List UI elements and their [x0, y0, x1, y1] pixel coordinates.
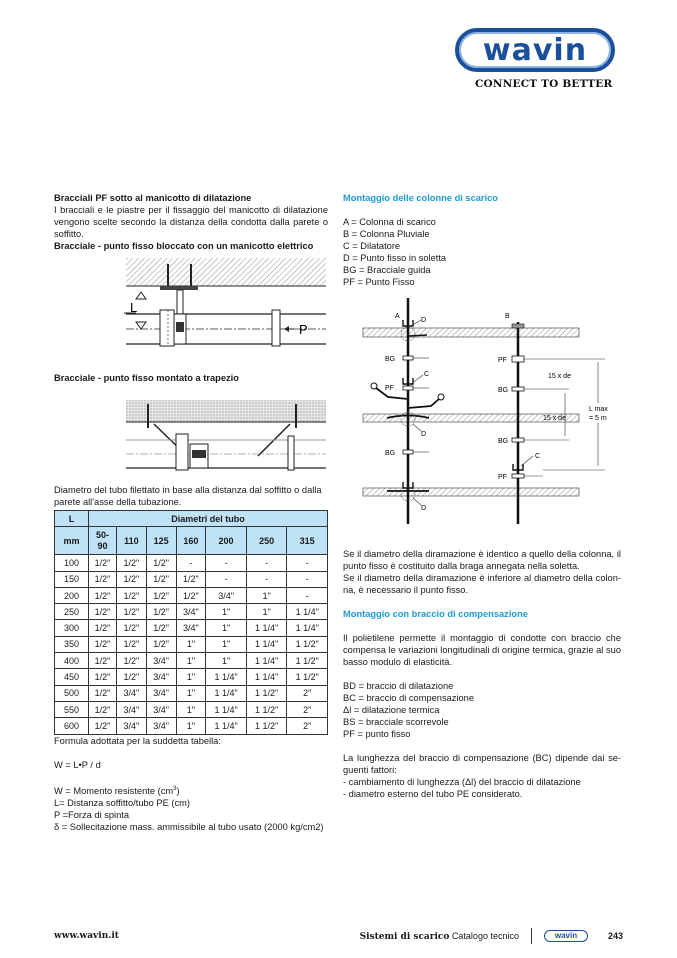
- label-lmax: L max: [589, 406, 608, 413]
- table-row: [55, 604, 328, 620]
- legend-w-suffix: ): [176, 785, 180, 796]
- diagram-trapeze-clamp: [54, 384, 328, 474]
- label-BG: BG: [385, 356, 396, 363]
- label-PF: PF: [385, 385, 394, 392]
- cell-diameter: -: [206, 555, 247, 571]
- cell-diameter: 1/2": [89, 620, 117, 636]
- th-250: 250: [246, 527, 287, 555]
- cell-diameter: 1 1/4": [246, 636, 287, 652]
- cell-diameter: 2": [287, 701, 328, 717]
- wavin-logo-pill: [455, 28, 615, 72]
- footer-wavin-logo: wavin: [544, 930, 588, 942]
- cell-distance: 400: [55, 653, 89, 669]
- thread-diameter-table: [54, 510, 328, 735]
- table-body: [55, 555, 328, 734]
- cell-distance: 500: [55, 685, 89, 701]
- cell-diameter: 1": [176, 718, 206, 734]
- cell-diameter: 3/4": [146, 653, 176, 669]
- bullet-item: - cambiamento di lunghezza (Δl) del braccio di dilatazione: [343, 777, 581, 787]
- cell-diameter: 1/2": [89, 587, 117, 603]
- cell-diameter: 1/2": [117, 669, 147, 685]
- footer-divider: [531, 928, 532, 944]
- label-BG: BG: [498, 387, 509, 394]
- cell-diameter: 1 1/4": [246, 620, 287, 636]
- cell-diameter: 3/4": [176, 604, 206, 620]
- cell-diameter: 1": [176, 685, 206, 701]
- footer-right: [360, 928, 623, 944]
- table-row: [55, 701, 328, 717]
- cell-diameter: 1 1/2": [287, 636, 328, 652]
- left-column: [54, 192, 328, 833]
- cell-diameter: 1 1/4": [206, 718, 247, 734]
- label-5m: = 5 m: [589, 415, 607, 422]
- figure-title-trapezio: Bracciale - punto fisso montato a trapezio: [54, 373, 239, 383]
- bullet-item: - diametro esterno del tubo PE considerato.: [343, 789, 523, 799]
- cell-distance: 250: [55, 604, 89, 620]
- label-PF: PF: [498, 357, 507, 364]
- legend2-item: Δl = dilatazione termica: [343, 705, 440, 715]
- cell-diameter: 1/2": [146, 620, 176, 636]
- table-row: [55, 653, 328, 669]
- figure-title-elettrico: Bracciale - punto fisso bloccato con un manicotto elettrico: [54, 241, 314, 251]
- cell-distance: 450: [55, 669, 89, 685]
- cell-diameter: 1": [246, 587, 287, 603]
- th-mm: mm: [55, 527, 89, 555]
- para-smaller-diameter: Se il diametro della diramazione è inferiore al diametro della colon-na, è necessario il punto fisso.: [343, 573, 621, 595]
- cell-diameter: 1": [176, 669, 206, 685]
- label-15xde: 15 x de: [543, 415, 566, 422]
- label-C: C: [535, 453, 541, 460]
- table-row: [55, 685, 328, 701]
- cell-diameter: -: [176, 555, 206, 571]
- cell-diameter: 1": [206, 620, 247, 636]
- cell-diameter: 1/2": [117, 653, 147, 669]
- cell-distance: 150: [55, 571, 89, 587]
- formula-intro: Formula adottata per la suddetta tabella:: [54, 735, 221, 746]
- th-L: L: [55, 511, 89, 527]
- cell-diameter: -: [287, 587, 328, 603]
- cell-diameter: 3/4": [117, 701, 147, 717]
- table-row: [55, 571, 328, 587]
- footer-catalog-rest: Catalogo tecnico: [451, 930, 519, 941]
- label-D: D: [421, 505, 427, 512]
- cell-diameter: 1/2": [146, 636, 176, 652]
- figure-fixed-point-trapeze: [54, 384, 328, 474]
- right-column: [343, 192, 621, 800]
- cell-diameter: 1 1/2": [287, 653, 328, 669]
- th-200: 200: [206, 527, 247, 555]
- cell-diameter: -: [246, 555, 287, 571]
- cell-diameter: 1": [206, 604, 247, 620]
- legend-item: A = Colonna di scarico: [343, 217, 436, 227]
- cell-diameter: 1/2": [117, 636, 147, 652]
- cell-diameter: 3/4": [117, 685, 147, 701]
- cell-diameter: 3/4": [176, 620, 206, 636]
- legend-item: D = Punto fisso in soletta: [343, 253, 447, 263]
- cell-diameter: 1/2": [146, 555, 176, 571]
- cell-diameter: -: [287, 555, 328, 571]
- logo-wordmark: wavin: [482, 33, 588, 68]
- cell-diameter: 1/2": [117, 620, 147, 636]
- cell-diameter: 1/2": [89, 555, 117, 571]
- cell-diameter: 1 1/4": [206, 685, 247, 701]
- legend-list: [343, 216, 621, 288]
- cell-diameter: 1": [176, 701, 206, 717]
- cell-diameter: 1 1/4": [206, 701, 247, 717]
- cell-diameter: 3/4": [146, 718, 176, 734]
- legend2-item: PF = punto fisso: [343, 729, 411, 739]
- para-polietilene: Il polietilene permette il montaggio di condotte con braccio che compensa le variazioni longitudinali di origine termica, grazie al suo basso modulo di elasticità.: [343, 633, 621, 667]
- tagline: CONNECT TO BETTER: [475, 78, 613, 90]
- cell-diameter: 1 1/4": [246, 669, 287, 685]
- legend-p: P =Forza di spinta: [54, 809, 130, 820]
- legend2-item: BD = braccio di dilatazione: [343, 681, 454, 691]
- section-title-bracciali-pf: Bracciali PF sotto al manicotto di dilatazione: [54, 193, 252, 203]
- cell-diameter: 1/2": [89, 718, 117, 734]
- cell-diameter: 3/4": [146, 701, 176, 717]
- table-row: [55, 636, 328, 652]
- legend2-item: BS = bracciale scorrevole: [343, 717, 449, 727]
- legend-item: B = Colonna Pluviale: [343, 229, 430, 239]
- cell-distance: 300: [55, 620, 89, 636]
- footer-url[interactable]: www.wavin.it: [54, 931, 119, 941]
- table-row: [55, 620, 328, 636]
- para-same-diameter: Se il diametro della diramazione è identico a quello della colonna, il punto fisso è costituito dalla braga annegata nella soletta.: [343, 549, 621, 571]
- para-lunghezza: La lunghezza del braccio di compensazione (BC) dipende dai se-guenti fattori:: [343, 753, 621, 775]
- label-PF: PF: [498, 474, 507, 481]
- footer-catalog: [360, 931, 519, 942]
- th-110: 110: [117, 527, 147, 555]
- cell-diameter: 1/2": [146, 571, 176, 587]
- cell-distance: 350: [55, 636, 89, 652]
- cell-diameter: 2": [287, 718, 328, 734]
- cell-diameter: 1/2": [117, 571, 147, 587]
- table-row: [55, 669, 328, 685]
- label-B: B: [505, 313, 510, 320]
- cell-diameter: 1/2": [176, 587, 206, 603]
- cell-diameter: -: [287, 571, 328, 587]
- page-number: 243: [607, 931, 623, 941]
- cell-diameter: 1 1/4": [287, 620, 328, 636]
- cell-diameter: 1/2": [89, 636, 117, 652]
- legend-l: L= Distanza soffitto/tubo PE (cm): [54, 797, 190, 808]
- table-row: [55, 587, 328, 603]
- cell-diameter: 1/2": [89, 604, 117, 620]
- cell-distance: 600: [55, 718, 89, 734]
- cell-diameter: 3/4": [146, 669, 176, 685]
- cell-diameter: 1": [176, 653, 206, 669]
- figure-drain-columns: [343, 298, 621, 542]
- th-diametri: Diametri del tubo: [89, 511, 328, 527]
- cell-diameter: 1 1/4": [246, 653, 287, 669]
- cell-diameter: 1/2": [146, 587, 176, 603]
- table-row: [55, 718, 328, 734]
- cell-diameter: -: [206, 571, 247, 587]
- legend2-item: BC = braccio di compensazione: [343, 693, 475, 703]
- section-title-compensazione: Montaggio con braccio di compensazione: [343, 609, 528, 619]
- diagram-columns-a-b: [343, 298, 621, 542]
- cell-diameter: 1 1/2": [246, 718, 287, 734]
- cell-diameter: 3/4": [146, 685, 176, 701]
- table-row: [55, 555, 328, 571]
- legend-w: [54, 783, 328, 797]
- th-315: 315: [287, 527, 328, 555]
- page-footer: [54, 931, 623, 945]
- figure-fixed-point-electrofusion: [54, 252, 328, 364]
- legend-item: PF = Punto Fisso: [343, 277, 415, 287]
- legend-item: C = Dilatatore: [343, 241, 401, 251]
- label-A: A: [395, 313, 400, 320]
- label-L: L: [130, 300, 138, 315]
- legend-delta: δ = Sollecitazione mass. ammissibile al tubo usato (2000 kg/cm2): [54, 821, 324, 832]
- footer-catalog-bold: Sistemi di scarico: [359, 931, 450, 942]
- cell-diameter: 1": [206, 636, 247, 652]
- cell-diameter: 1/2": [89, 653, 117, 669]
- cell-diameter: 1 1/4": [287, 604, 328, 620]
- label-BG: BG: [385, 450, 396, 457]
- cell-distance: 550: [55, 701, 89, 717]
- cell-diameter: 3/4": [117, 718, 147, 734]
- th-125: 125: [146, 527, 176, 555]
- cell-diameter: 1 1/2": [246, 685, 287, 701]
- cell-distance: 200: [55, 587, 89, 603]
- label-BG: BG: [498, 438, 509, 445]
- legend-item: BG = Bracciale guida: [343, 265, 431, 275]
- cell-diameter: 1/2": [117, 604, 147, 620]
- legend2-list: [343, 680, 621, 740]
- label-P: P: [299, 322, 308, 337]
- brand-logo: [455, 28, 620, 90]
- th-160: 160: [176, 527, 206, 555]
- section-title-colonne: Montaggio delle colonne di scarico: [343, 193, 498, 203]
- cell-diameter: 1": [176, 636, 206, 652]
- cell-diameter: 1/2": [117, 555, 147, 571]
- cell-diameter: 1/2": [146, 604, 176, 620]
- cell-diameter: 1 1/4": [206, 669, 247, 685]
- label-D: D: [421, 431, 427, 438]
- cell-diameter: -: [246, 571, 287, 587]
- cell-diameter: 3/4": [206, 587, 247, 603]
- cell-diameter: 1/2": [176, 571, 206, 587]
- legend-w-text: W = Momento resistente (cm: [54, 785, 174, 796]
- cell-diameter: 1/2": [89, 669, 117, 685]
- cell-diameter: 2": [287, 685, 328, 701]
- label-C: C: [424, 371, 430, 378]
- cell-diameter: 1 1/2": [246, 701, 287, 717]
- diagram-clamp-electric-coupling: [54, 252, 328, 364]
- cell-diameter: 1": [206, 653, 247, 669]
- cell-distance: 100: [55, 555, 89, 571]
- th-50-90: 50-90: [89, 527, 117, 555]
- cell-diameter: 1/2": [89, 685, 117, 701]
- cell-diameter: 1/2": [89, 571, 117, 587]
- cell-diameter: 1 1/2": [287, 669, 328, 685]
- formula: W = L•P / d: [54, 759, 101, 770]
- cell-diameter: 1/2": [89, 701, 117, 717]
- legend-w-sup: 3: [173, 785, 177, 792]
- cell-diameter: 1": [246, 604, 287, 620]
- cell-diameter: 1/2": [117, 587, 147, 603]
- table-intro: Diametro del tubo filettato in base alla distanza dal soffitto o dalla parete all'asse della tubazione.: [54, 485, 322, 507]
- label-15xde: 15 x de: [548, 373, 571, 380]
- section-body-bracciali: I bracciali e le piastre per il fissaggio del manicotto di dilatazione vengono scelte secondo la distanza della condotta dalla parete o soffitto.: [54, 205, 328, 239]
- label-D: D: [421, 317, 427, 324]
